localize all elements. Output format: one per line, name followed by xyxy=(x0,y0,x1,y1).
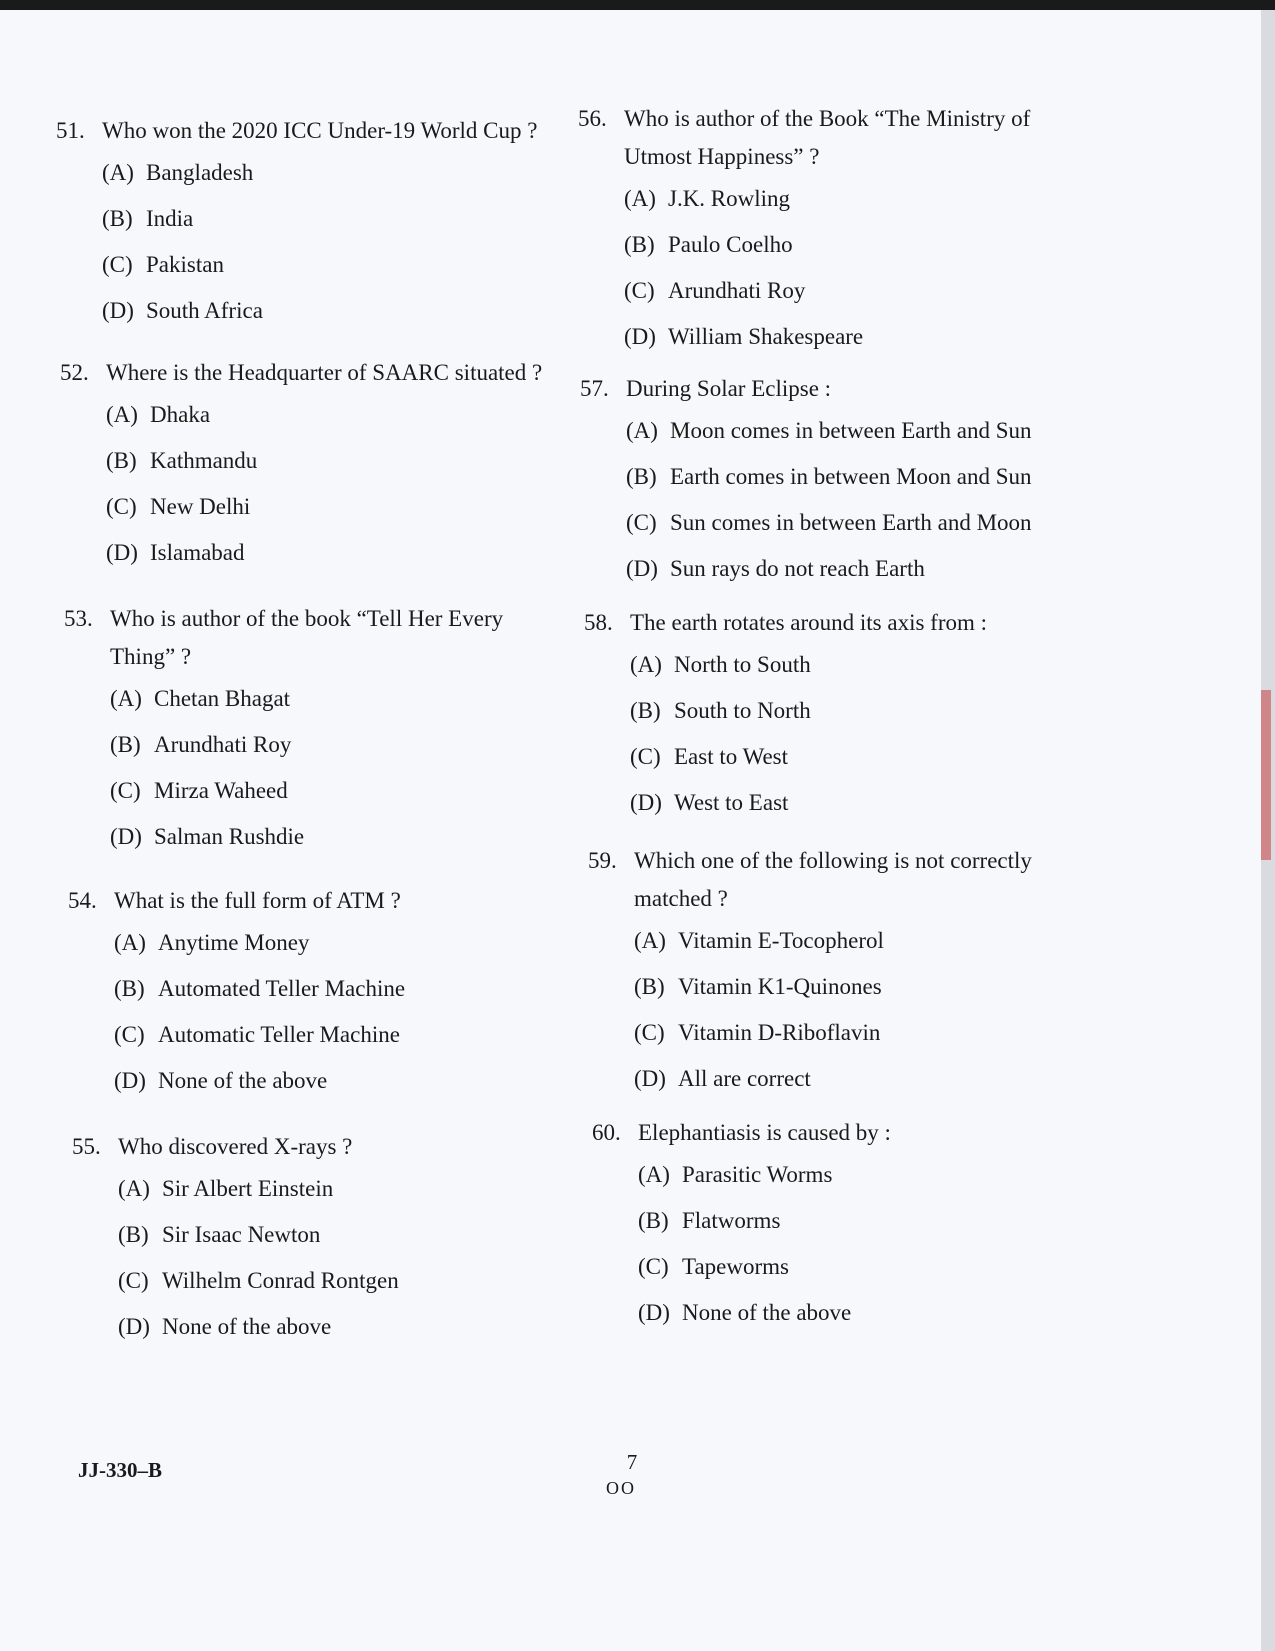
question-56 xyxy=(578,100,1030,360)
option-d xyxy=(68,1058,405,1104)
question-58 xyxy=(584,604,987,826)
item-label: (B) xyxy=(114,976,145,1001)
option-d xyxy=(578,314,1030,360)
option-text: Anytime Money xyxy=(158,930,310,955)
item-label: 58. xyxy=(584,610,613,635)
item-label: (D) xyxy=(638,1300,670,1325)
option-text: Sir Albert Einstein xyxy=(162,1176,334,1201)
item-label: (C) xyxy=(630,744,661,769)
option-text: Islamabad xyxy=(150,540,245,565)
option-text: Arundhati Roy xyxy=(668,278,806,303)
item-label: (C) xyxy=(638,1254,669,1279)
option-b xyxy=(72,1212,399,1258)
question-51 xyxy=(56,112,537,334)
option-text: Chetan Bhagat xyxy=(154,686,291,711)
item-label: (A) xyxy=(118,1176,150,1201)
item-label: 53. xyxy=(64,606,93,631)
item-label: (A) xyxy=(630,652,662,677)
option-text: Pakistan xyxy=(146,252,224,277)
option-a xyxy=(584,642,987,688)
option-c xyxy=(588,1010,1032,1056)
option-text: Automatic Teller Machine xyxy=(158,1022,400,1047)
option-d xyxy=(56,288,537,334)
option-text: Kathmandu xyxy=(150,448,258,473)
item-label: (B) xyxy=(626,464,657,489)
item-label: (C) xyxy=(634,1020,665,1045)
question-55 xyxy=(72,1128,399,1350)
option-d xyxy=(580,546,1032,592)
scan-top-edge xyxy=(0,0,1275,10)
option-text: Vitamin E-Tocopherol xyxy=(678,928,884,953)
option-text: New Delhi xyxy=(150,494,251,519)
option-text: West to East xyxy=(674,790,789,815)
option-text: South to North xyxy=(674,698,811,723)
option-text: Sun comes in between Earth and Moon xyxy=(670,510,1032,535)
item-label: (A) xyxy=(110,686,142,711)
item-label: (C) xyxy=(624,278,655,303)
option-text: All are correct xyxy=(678,1066,811,1091)
option-text: Wilhelm Conrad Rontgen xyxy=(162,1268,399,1293)
item-label: (D) xyxy=(106,540,138,565)
option-b xyxy=(588,964,1032,1010)
item-label: 55. xyxy=(72,1134,101,1159)
item-label: 54. xyxy=(68,888,97,913)
question-text-continued: Thing” ? xyxy=(110,644,192,669)
option-b xyxy=(580,454,1032,500)
option-d xyxy=(584,780,987,826)
item-label: (A) xyxy=(638,1162,670,1187)
option-c xyxy=(56,242,537,288)
option-c xyxy=(580,500,1032,546)
option-text: Earth comes in between Moon and Sun xyxy=(670,464,1032,489)
option-a xyxy=(72,1166,399,1212)
option-c xyxy=(60,484,542,530)
option-c xyxy=(72,1258,399,1304)
item-label: (D) xyxy=(624,324,656,349)
option-text: Arundhati Roy xyxy=(154,732,292,757)
item-label: (C) xyxy=(102,252,133,277)
item-label: (A) xyxy=(114,930,146,955)
option-d xyxy=(72,1304,399,1350)
item-label: 57. xyxy=(580,376,609,401)
item-label: 51. xyxy=(56,118,85,143)
question-text: Who won the 2020 ICC Under-19 World Cup ? xyxy=(102,118,538,143)
option-d xyxy=(592,1290,891,1336)
option-text: Dhaka xyxy=(150,402,211,427)
question-59 xyxy=(588,842,1032,1102)
question-text: Which one of the following is not correctly xyxy=(634,848,1032,873)
question-text: During Solar Eclipse : xyxy=(626,376,832,401)
option-text: Mirza Waheed xyxy=(154,778,288,803)
footer-mark: OO xyxy=(606,1478,636,1498)
option-text: Flatworms xyxy=(682,1208,781,1233)
option-text: None of the above xyxy=(158,1068,328,1093)
option-b xyxy=(592,1198,891,1244)
booklet-code: JJ-330–B xyxy=(78,1458,162,1482)
option-text: Salman Rushdie xyxy=(154,824,305,849)
item-label: (A) xyxy=(626,418,658,443)
question-57 xyxy=(580,370,1032,592)
option-text: Vitamin D-Riboflavin xyxy=(678,1020,881,1045)
option-b xyxy=(56,196,537,242)
option-text: Sir Isaac Newton xyxy=(162,1222,321,1247)
item-label: (C) xyxy=(110,778,141,803)
option-text: None of the above xyxy=(162,1314,332,1339)
option-a xyxy=(60,392,542,438)
item-label: (D) xyxy=(634,1066,666,1091)
question-text-continued: Utmost Happiness” ? xyxy=(624,144,820,169)
question-60 xyxy=(592,1114,891,1336)
item-label: 52. xyxy=(60,360,89,385)
option-b xyxy=(68,966,405,1012)
item-label: (A) xyxy=(634,928,666,953)
option-a xyxy=(588,918,1032,964)
item-label: (C) xyxy=(118,1268,149,1293)
item-label: (B) xyxy=(118,1222,149,1247)
option-c xyxy=(68,1012,405,1058)
question-text: The earth rotates around its axis from : xyxy=(630,610,988,635)
option-a xyxy=(56,150,537,196)
option-text: India xyxy=(146,206,194,231)
option-text: Moon comes in between Earth and Sun xyxy=(670,418,1032,443)
option-a xyxy=(68,920,405,966)
question-53 xyxy=(64,600,503,860)
item-label: (D) xyxy=(626,556,658,581)
option-c xyxy=(64,768,503,814)
option-text: William Shakespeare xyxy=(668,324,864,349)
item-label: (C) xyxy=(106,494,137,519)
question-text: Who is author of the Book “The Ministry of xyxy=(624,106,1031,131)
option-text: None of the above xyxy=(682,1300,852,1325)
item-label: (D) xyxy=(110,824,142,849)
option-b xyxy=(64,722,503,768)
item-label: (D) xyxy=(118,1314,150,1339)
option-d xyxy=(64,814,503,860)
item-label: (B) xyxy=(102,206,133,231)
option-b xyxy=(578,222,1030,268)
item-label: (B) xyxy=(106,448,137,473)
option-text: Sun rays do not reach Earth xyxy=(670,556,925,581)
option-d xyxy=(60,530,542,576)
item-label: (A) xyxy=(624,186,656,211)
option-text: Tapeworms xyxy=(682,1254,789,1279)
option-a xyxy=(580,408,1032,454)
question-text: Who is author of the book “Tell Her Every xyxy=(110,606,504,631)
question-text-continued: matched ? xyxy=(634,886,728,911)
scan-red-mark xyxy=(1261,690,1271,860)
option-text: J.K. Rowling xyxy=(668,186,791,211)
item-label: (B) xyxy=(638,1208,669,1233)
item-label: (C) xyxy=(114,1022,145,1047)
item-label: (B) xyxy=(110,732,141,757)
option-a xyxy=(578,176,1030,222)
item-label: (C) xyxy=(626,510,657,535)
question-text: What is the full form of ATM ? xyxy=(114,888,401,913)
option-text: South Africa xyxy=(146,298,263,323)
item-label: (D) xyxy=(630,790,662,815)
question-54 xyxy=(68,882,405,1104)
option-c xyxy=(578,268,1030,314)
option-c xyxy=(584,734,987,780)
item-label: (B) xyxy=(630,698,661,723)
option-d xyxy=(588,1056,1032,1102)
question-text: Where is the Headquarter of SAARC situated ? xyxy=(106,360,543,385)
item-label: (D) xyxy=(102,298,134,323)
item-label: (A) xyxy=(106,402,138,427)
option-b xyxy=(584,688,987,734)
item-label: 60. xyxy=(592,1120,621,1145)
page-number: 7 xyxy=(626,1450,638,1474)
option-text: Vitamin K1-Quinones xyxy=(678,974,882,999)
item-label: 59. xyxy=(588,848,617,873)
item-label: (D) xyxy=(114,1068,146,1093)
question-text: Who discovered X-rays ? xyxy=(118,1134,353,1159)
question-text: Elephantiasis is caused by : xyxy=(638,1120,891,1145)
option-text: North to South xyxy=(674,652,811,677)
question-52 xyxy=(60,354,542,576)
option-text: Paulo Coelho xyxy=(668,232,793,257)
option-a xyxy=(64,676,503,722)
item-label: 56. xyxy=(578,106,607,131)
item-label: (B) xyxy=(634,974,665,999)
item-label: (A) xyxy=(102,160,134,185)
item-label: (B) xyxy=(624,232,655,257)
option-c xyxy=(592,1244,891,1290)
option-text: Automated Teller Machine xyxy=(158,976,406,1001)
option-a xyxy=(592,1152,891,1198)
option-text: East to West xyxy=(674,744,788,769)
option-text: Parasitic Worms xyxy=(682,1162,833,1187)
option-text: Bangladesh xyxy=(146,160,254,185)
option-b xyxy=(60,438,542,484)
